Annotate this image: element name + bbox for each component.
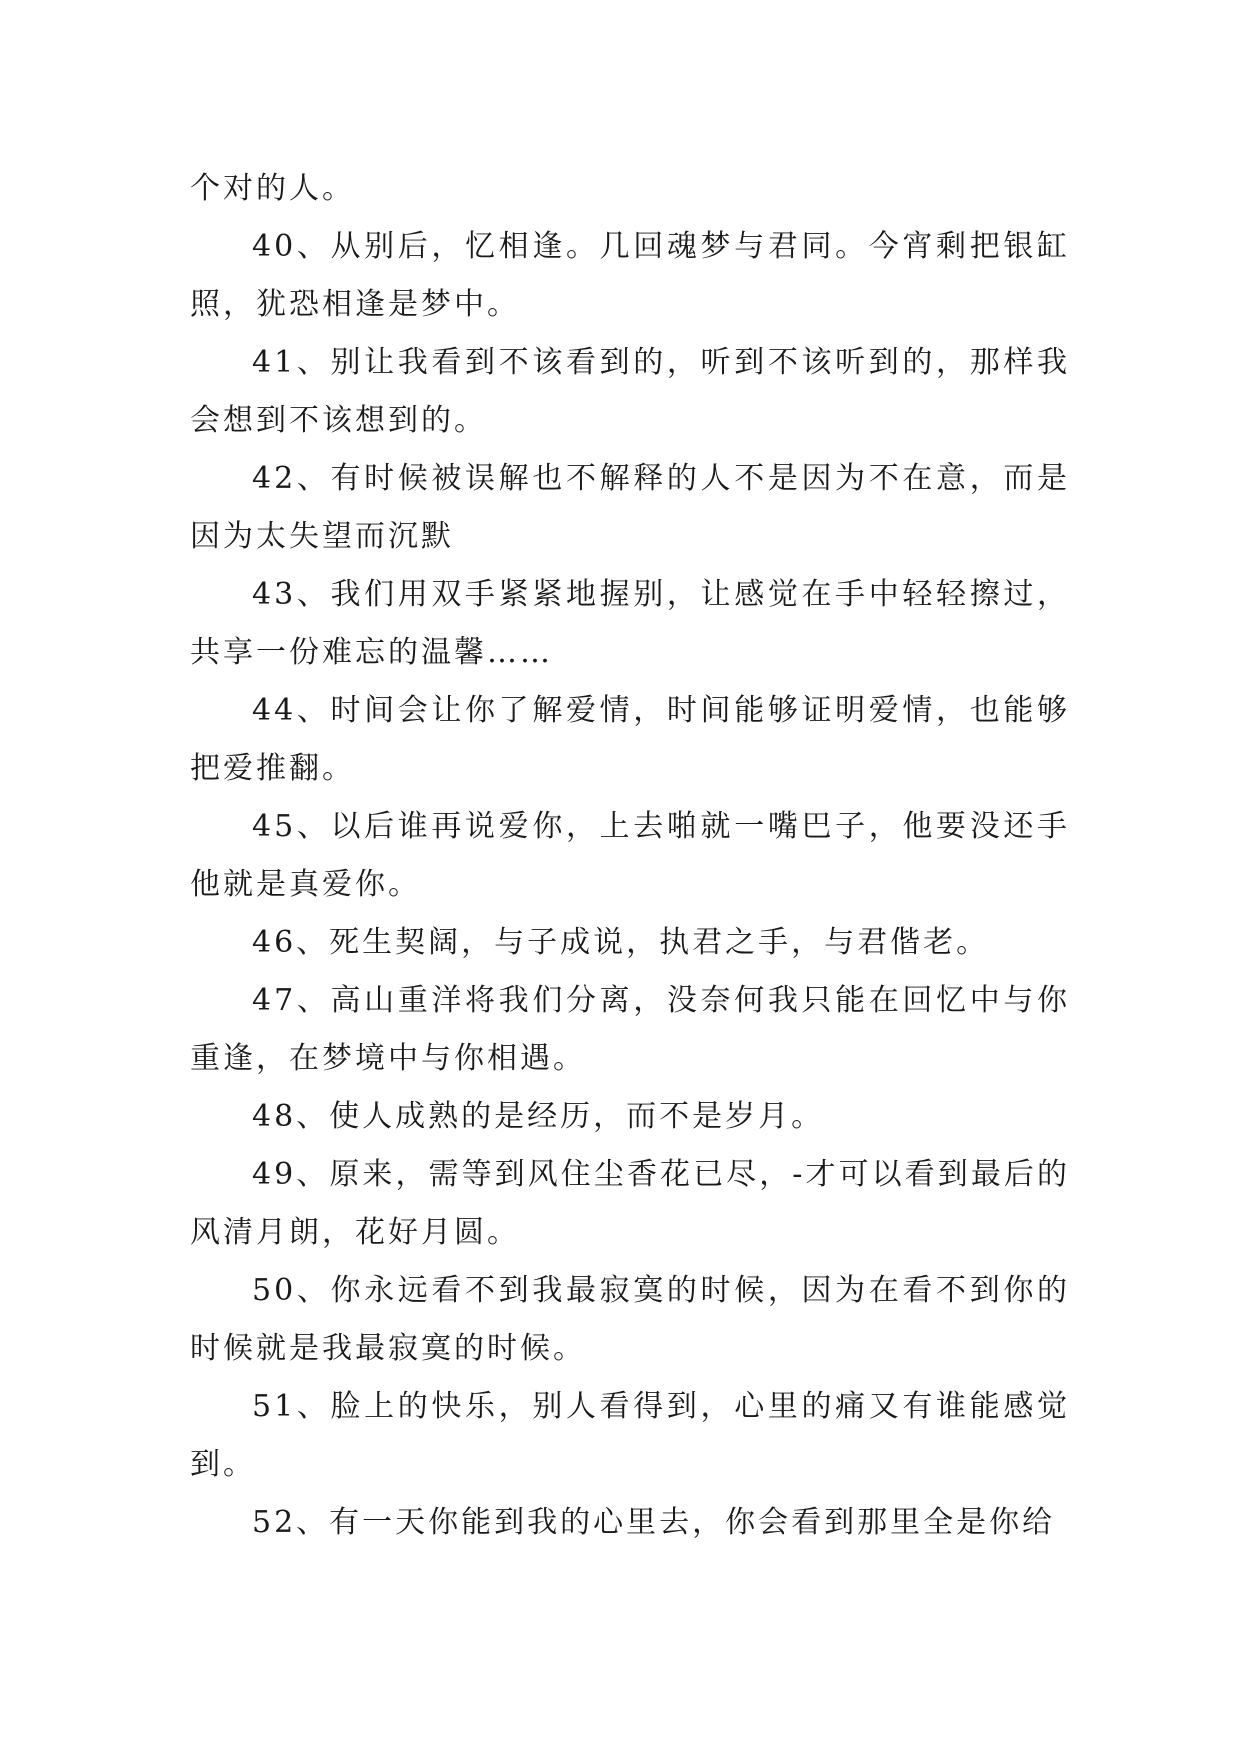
paragraph-43: 43、我们用双手紧紧地握别，让感觉在手中轻轻擦过，共享一份难忘的温馨……	[190, 577, 1070, 670]
paragraph-47: 47、高山重洋将我们分离，没奈何我只能在回忆中与你重逢，在梦境中与你相遇。	[190, 983, 1070, 1076]
paragraph-42: 42、有时候被误解也不解释的人不是因为不在意，而是因为太失望而沉默	[190, 461, 1070, 554]
document-body	[190, 160, 1070, 1552]
paragraph-44: 44、时间会让你了解爱情，时间能够证明爱情，也能够把爱推翻。	[190, 693, 1070, 786]
paragraph-continuation: 个对的人。	[190, 171, 355, 206]
paragraph-45: 45、以后谁再说爱你，上去啪就一嘴巴子，他要没还手他就是真爱你。	[190, 809, 1070, 902]
paragraph-40: 40、从别后，忆相逢。几回魂梦与君同。今宵剩把银缸照，犹恐相逢是梦中。	[190, 229, 1070, 322]
paragraph-48: 48、使人成熟的是经历，而不是岁月。	[252, 1099, 825, 1134]
paragraph-49: 49、原来，需等到风住尘香花已尽，-才可以看到最后的风清月朗，花好月圆。	[190, 1157, 1070, 1250]
paragraph-46: 46、死生契阔，与子成说，执君之手，与君偕老。	[252, 925, 990, 960]
paragraph-50: 50、你永远看不到我最寂寞的时候，因为在看不到你的时候就是我最寂寞的时候。	[190, 1273, 1070, 1366]
paragraph-52: 52、有一天你能到我的心里去，你会看到那里全是你给	[252, 1505, 1056, 1540]
paragraph-51: 51、脸上的快乐，别人看得到，心里的痛又有谁能感觉到。	[190, 1389, 1070, 1482]
paragraph-41: 41、别让我看到不该看到的，听到不该听到的，那样我会想到不该想到的。	[190, 345, 1070, 438]
